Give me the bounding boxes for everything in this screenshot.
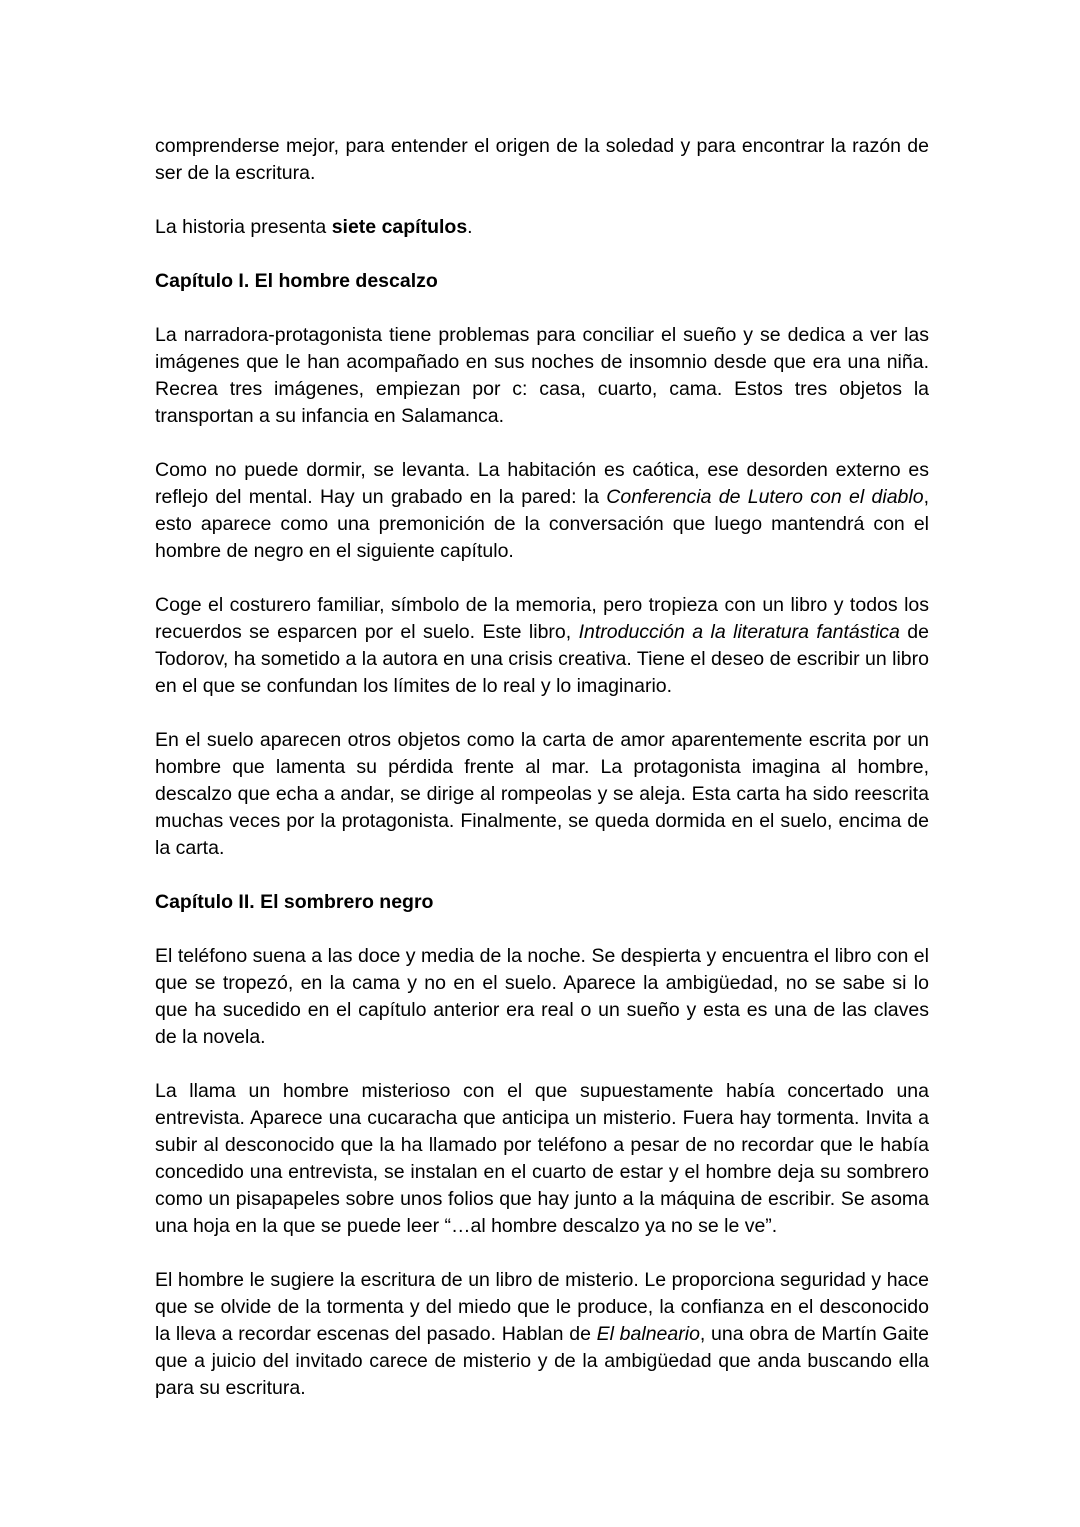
text-run: , esto aparece como una premonición de la conversación que luego mantendrá con el hombre de negro en el siguiente capítulo. xyxy=(155,486,929,562)
text-run: , una obra de Martín Gaite que a juicio del invitado carece de misterio y de la ambigüedad que anda buscando ella para su escritura. xyxy=(155,1323,929,1399)
text-run: de Todorov, ha sometido a la autora en una crisis creativa. Tiene el deseo de escribir un libro en el que se confundan los límites de lo real y lo imaginario. xyxy=(155,621,929,697)
text-run: La historia presenta xyxy=(155,216,332,238)
chapter-heading xyxy=(155,889,929,916)
paragraph xyxy=(155,943,929,1051)
text-run: . xyxy=(467,216,473,238)
paragraph xyxy=(155,727,929,862)
text-run: El hombre le sugiere la escritura de un libro de misterio. Le proporciona seguridad y hace que se olvide de la tormenta y del miedo que le produce, la confianza en el desconocido la lleva a recordar escenas del pasado. Hablan de xyxy=(155,1269,929,1345)
text-run-italic: Introducción a la literatura fantástica xyxy=(578,621,900,643)
paragraph xyxy=(155,1267,929,1402)
text-run-bold: siete capítulos xyxy=(331,216,468,238)
paragraph xyxy=(155,133,929,187)
text-run: Coge el costurero familiar, símbolo de la memoria, pero tropieza con un libro y todos los recuerdos se esparcen por el suelo. Este libro, xyxy=(155,594,929,643)
paragraph xyxy=(155,1078,929,1240)
text-run: comprenderse mejor, para entender el origen de la soledad y para encontrar la razón de ser de la escritura. xyxy=(155,135,929,184)
text-run: En el suelo aparecen otros objetos como la carta de amor aparentemente escrita por un hombre que lamenta su pérdida frente al mar. La protagonista imagina al hombre, descalzo que echa a andar, se dirige al rompeolas y se aleja. Esta carta ha sido reescrita muchas veces por la protagonista. Finalmente, se queda dormida en el suelo, encima de la carta. xyxy=(155,729,929,859)
text-run: El teléfono suena a las doce y media de la noche. Se despierta y encuentra el libro con el que se tropezó, en la cama y no en el suelo. Aparece la ambigüedad, no se sabe si lo que ha sucedido en el capítulo anterior era real o un sueño y esta es una de las claves de la novela. xyxy=(155,945,929,1048)
paragraph xyxy=(155,592,929,700)
paragraph xyxy=(155,322,929,430)
text-run: La llama un hombre misterioso con el que supuestamente había concertado una entrevista. Aparece una cucaracha que anticipa un misterio. Fuera hay tormenta. Invita a subir al desconocido que la ha llamado por teléfono a pesar de no recordar que le había concedido una entrevista, se instalan en el cuarto de estar y el hombre deja su sombrero como un pisapapeles sobre unos folios que hay junto a la máquina de escribir. Se asoma una hoja en la que se puede leer “…al hombre descalzo ya no se le ve”. xyxy=(155,1080,929,1237)
heading-text: Capítulo II. El sombrero negro xyxy=(155,891,434,913)
chapter-heading xyxy=(155,268,929,295)
text-run-italic: El balneario xyxy=(596,1323,700,1345)
text-run: La narradora-protagonista tiene problemas para conciliar el sueño y se dedica a ver las imágenes que le han acompañado en sus noches de insomnio desde que era una niña. Recrea tres imágenes, empiezan por c: casa, cuarto, cama. Estos tres objetos la transportan a su infancia en Salamanca. xyxy=(155,324,929,427)
paragraph xyxy=(155,214,929,241)
paragraph xyxy=(155,457,929,565)
heading-text: Capítulo I. El hombre descalzo xyxy=(155,270,438,292)
text-run-italic: Conferencia de Lutero con el diablo xyxy=(606,486,924,508)
text-run: Como no puede dormir, se levanta. La habitación es caótica, ese desorden externo es reflejo del mental. Hay un grabado en la pared: la xyxy=(155,459,929,508)
